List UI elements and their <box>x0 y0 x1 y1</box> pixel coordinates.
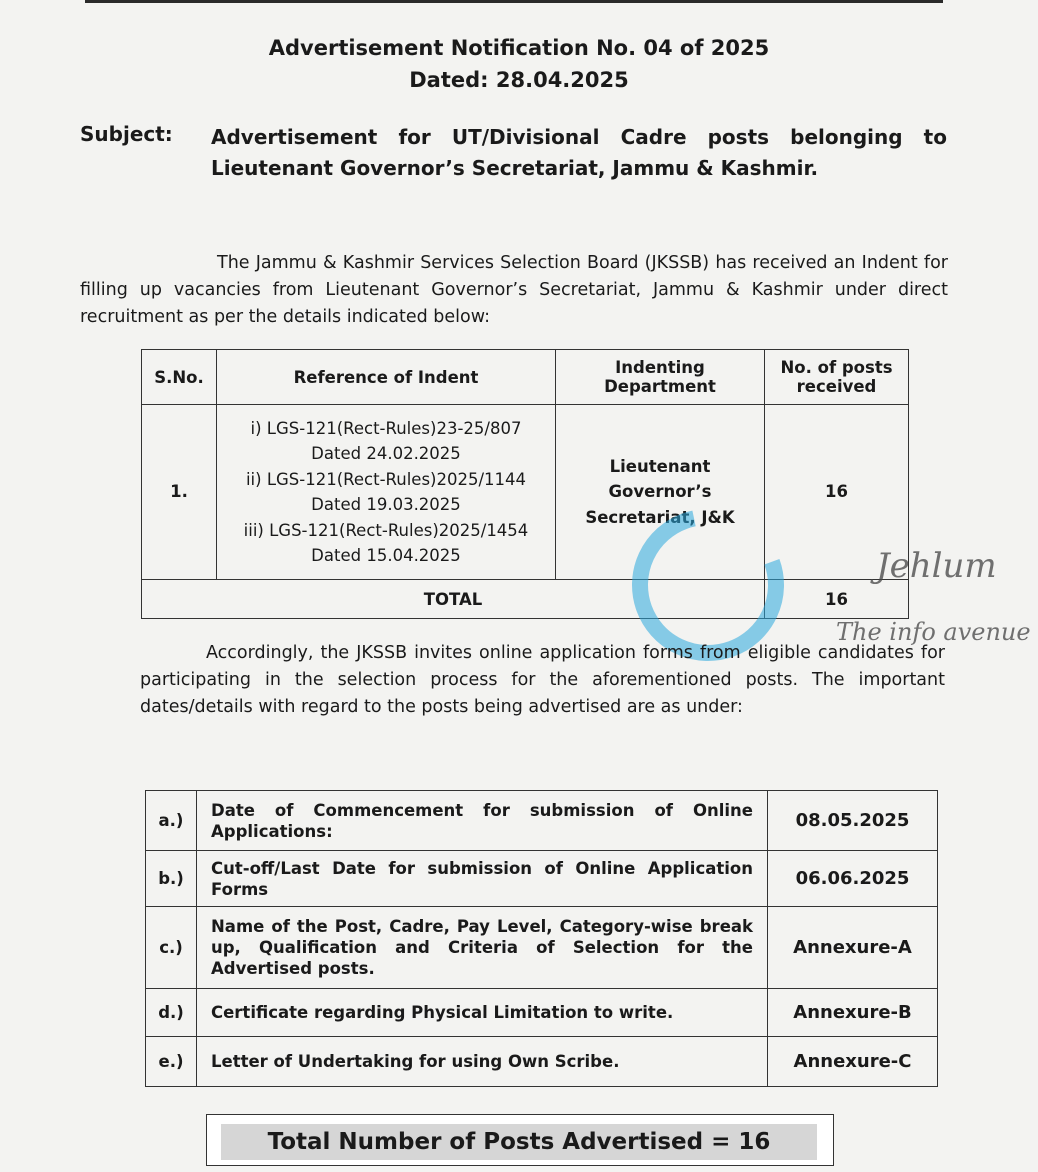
item-label: d.) <box>146 989 197 1037</box>
row-sno: 1. <box>142 405 217 580</box>
total-posts-box <box>206 1114 834 1166</box>
item-value: 08.05.2025 <box>768 791 938 851</box>
reference-line: Dated 24.02.2025 <box>311 444 461 463</box>
intro-paragraph: The Jammu & Kashmir Services Selection Board (JKSSB) has received an Indent for filling up vacancies from Lieutenant Governor’s Secretariat, Jammu & Kashmir under direct recruitment as per the details indicated below: <box>80 253 948 327</box>
item-description: Certificate regarding Physical Limitation to write. <box>197 989 768 1037</box>
notification-date: Dated: 28.04.2025 <box>409 68 629 92</box>
header-department <box>556 350 765 405</box>
header-department-text: Indenting Department <box>604 358 716 396</box>
item-description: Letter of Undertaking for using Own Scribe. <box>197 1037 768 1087</box>
reference-line: ii) LGS-121(Rect-Rules)2025/1144 <box>245 469 527 489</box>
item-value: Annexure-A <box>768 907 938 989</box>
reference-line: iii) LGS-121(Rect-Rules)2025/1454 <box>243 520 529 540</box>
item-description: Cut-off/Last Date for submission of Online Application Forms <box>197 851 768 907</box>
row-references <box>217 405 556 580</box>
department-line: Secretariat, J&K <box>585 507 735 527</box>
header-posts <box>765 350 909 405</box>
item-label: c.) <box>146 907 197 989</box>
second-paragraph: Accordingly, the JKSSB invites online application forms from eligible candidates for participating in the selection process for the aforementioned posts. The important dates/details with regard to the posts being advertised are as under: <box>140 643 945 717</box>
item-label: a.) <box>146 791 197 851</box>
table-row <box>146 791 938 851</box>
table-row <box>146 1037 938 1087</box>
item-value: 06.06.2025 <box>768 851 938 907</box>
subject-line-2: Lieutenant Governor’s Secretariat, Jammu & Kashmir. <box>211 156 819 180</box>
dates-table <box>145 790 938 1087</box>
item-description: Date of Commencement for submission of Online Applications: <box>197 791 768 851</box>
table-row <box>146 989 938 1037</box>
reference-line: Dated 15.04.2025 <box>311 546 461 565</box>
item-label: b.) <box>146 851 197 907</box>
total-posts-text: Total Number of Posts Advertised = 16 <box>221 1124 817 1160</box>
table-row <box>146 851 938 907</box>
watermark-brand: Jehlum <box>876 546 997 586</box>
table-row <box>146 907 938 989</box>
header-sno: S.No. <box>142 350 217 405</box>
item-description: Name of the Post, Cadre, Pay Level, Category-wise break up, Qualification and Criteria of Selection for the Advertised posts. <box>197 907 768 989</box>
reference-line: i) LGS-121(Rect-Rules)23-25/807 <box>250 418 522 438</box>
notification-title: Advertisement Notification No. 04 of 2025 <box>268 36 770 60</box>
subject-label: Subject: <box>80 122 173 146</box>
row-posts: 16 <box>765 405 909 580</box>
subject-line-1: Advertisement for UT/Divisional Cadre posts belonging to <box>211 125 947 149</box>
item-value: Annexure-C <box>768 1037 938 1087</box>
top-rule <box>85 0 943 3</box>
item-label: e.) <box>146 1037 197 1087</box>
reference-line: Dated 19.03.2025 <box>311 495 461 514</box>
total-label: TOTAL <box>142 580 765 619</box>
department-line: Governor’s <box>608 482 712 502</box>
department-line: Lieutenant <box>609 456 711 476</box>
item-value: Annexure-B <box>768 989 938 1037</box>
indent-table-header <box>142 350 909 405</box>
header-posts-text: No. of posts received <box>780 358 893 396</box>
header-reference: Reference of Indent <box>217 350 556 405</box>
subject-text <box>211 122 947 184</box>
total-value: 16 <box>765 580 909 619</box>
watermark-tagline: The info avenue <box>836 618 1031 646</box>
